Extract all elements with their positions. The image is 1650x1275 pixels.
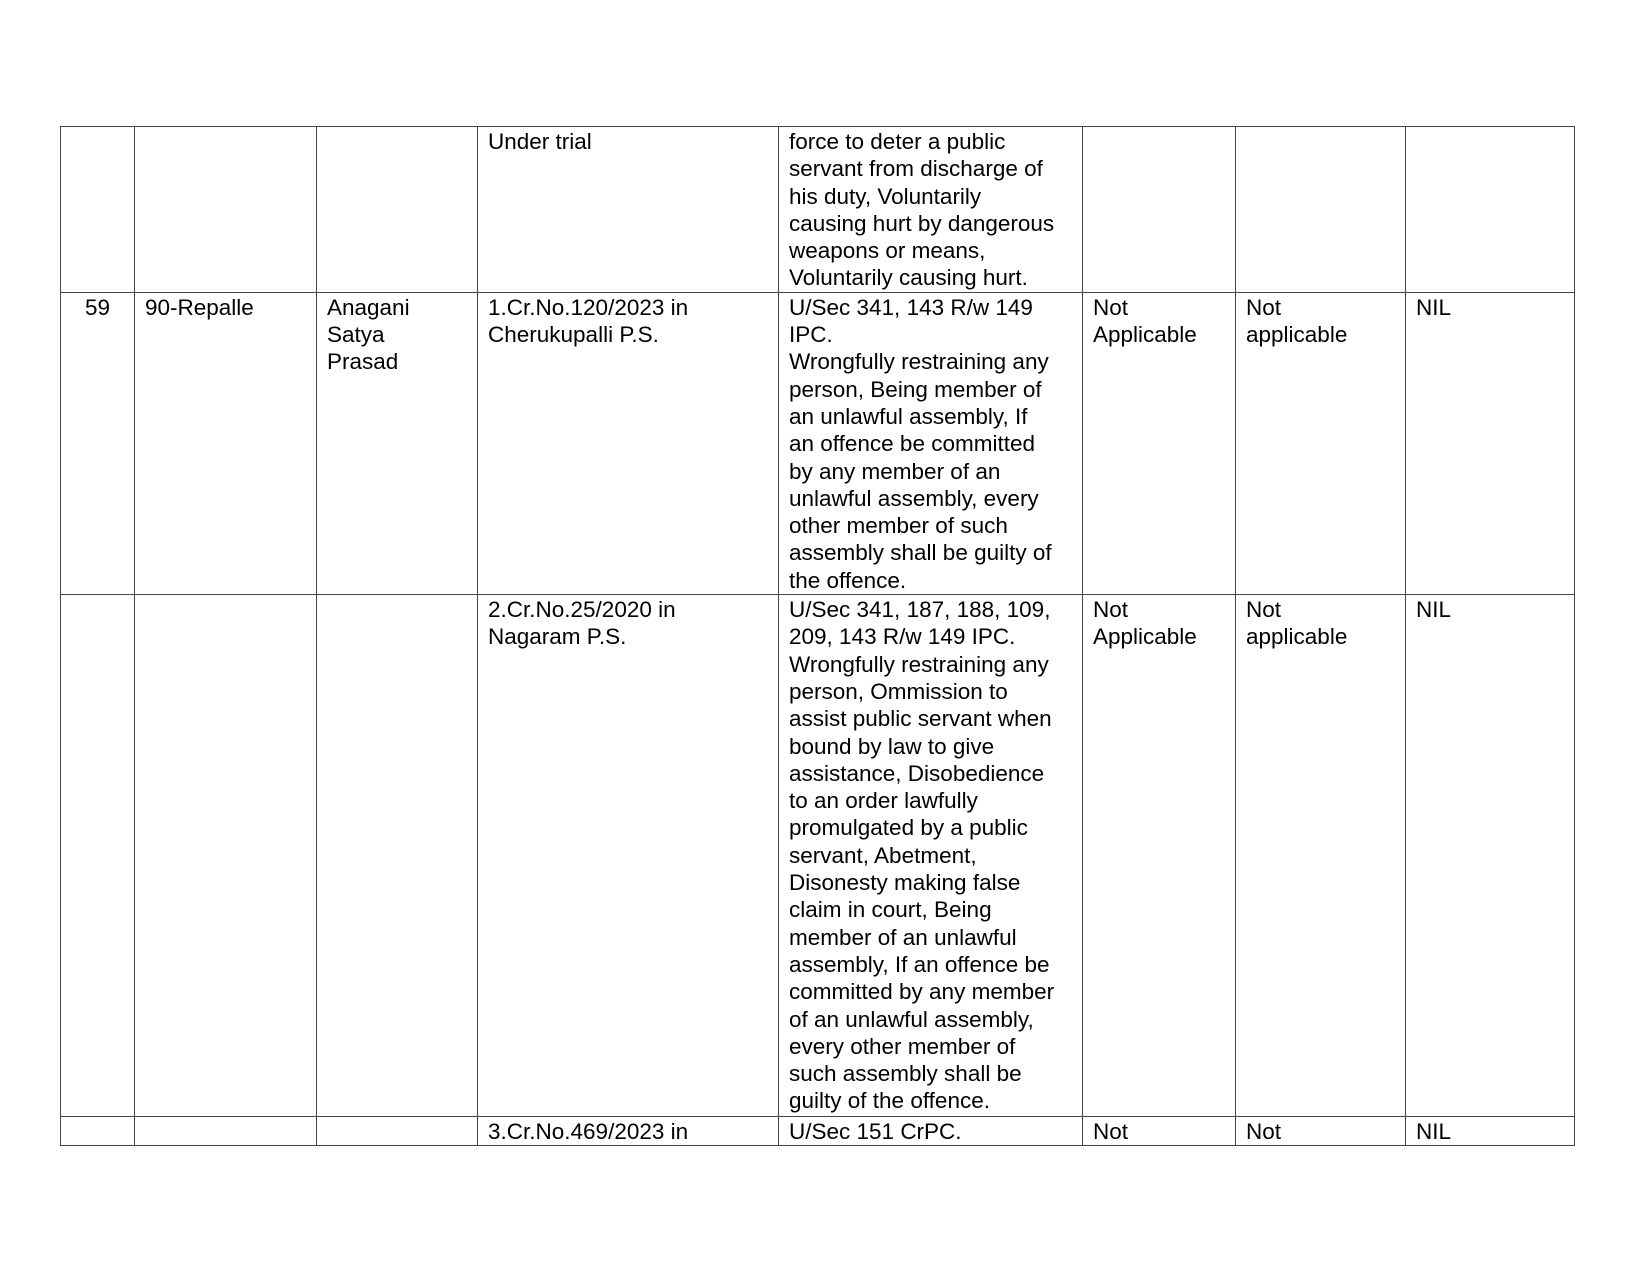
offence-description-cell: U/Sec 341, 187, 188, 109, 209, 143 R/w 149 IPC. Wrongfully restraining any person, Ommission to assist public servant when bound by law to give assistance, Disobedience to an order lawfully promulgated by a public servant, Abetment, Disonesty making false claim in court, Being member of an unlawful assembly, If an offence be committed by any member of an unlawful assembly, every other member of such assembly shall be guilty of the offence. <box>779 595 1083 1117</box>
col6-cell: Not <box>1083 1117 1236 1146</box>
offence-description-cell: U/Sec 341, 143 R/w 149 IPC. Wrongfully restraining any person, Being member of an unlawful assembly, If an offence be committed by any member of an unlawful assembly, every other member of such assembly shall be guilty of the offence. <box>779 292 1083 594</box>
offence-description-cell: force to deter a public servant from discharge of his duty, Voluntarily causing hurt by dangerous weapons or means, Voluntarily causing hurt. <box>779 127 1083 293</box>
candidate-cell: Anagani Satya Prasad <box>317 292 478 594</box>
sl-no-cell <box>61 1117 135 1146</box>
sl-no-cell: 59 <box>61 292 135 594</box>
col7-cell: Not applicable <box>1236 292 1406 594</box>
col6-cell: Not Applicable <box>1083 292 1236 594</box>
table-row <box>61 127 1575 293</box>
case-details-cell: 2.Cr.No.25/2020 in Nagaram P.S. <box>478 595 779 1117</box>
col6-cell: Not Applicable <box>1083 595 1236 1117</box>
criminal-cases-table <box>60 126 1575 1146</box>
sl-no-cell <box>61 595 135 1117</box>
col8-cell: NIL <box>1406 292 1575 594</box>
constituency-cell <box>135 127 317 293</box>
col8-cell <box>1406 127 1575 293</box>
case-details-cell: 1.Cr.No.120/2023 in Cherukupalli P.S. <box>478 292 779 594</box>
constituency-cell <box>135 595 317 1117</box>
col7-cell: Not <box>1236 1117 1406 1146</box>
col6-cell <box>1083 127 1236 293</box>
col8-cell: NIL <box>1406 1117 1575 1146</box>
candidate-cell <box>317 595 478 1117</box>
sl-no-cell <box>61 127 135 293</box>
case-details-cell: 3.Cr.No.469/2023 in <box>478 1117 779 1146</box>
candidate-cell <box>317 127 478 293</box>
table-row <box>61 595 1575 1117</box>
table-row <box>61 292 1575 594</box>
col7-cell: Not applicable <box>1236 595 1406 1117</box>
constituency-cell: 90-Repalle <box>135 292 317 594</box>
case-details-cell: Under trial <box>478 127 779 293</box>
offence-description-cell: U/Sec 151 CrPC. <box>779 1117 1083 1146</box>
candidate-cell <box>317 1117 478 1146</box>
col7-cell <box>1236 127 1406 293</box>
constituency-cell <box>135 1117 317 1146</box>
table-row <box>61 1117 1575 1146</box>
col8-cell: NIL <box>1406 595 1575 1117</box>
